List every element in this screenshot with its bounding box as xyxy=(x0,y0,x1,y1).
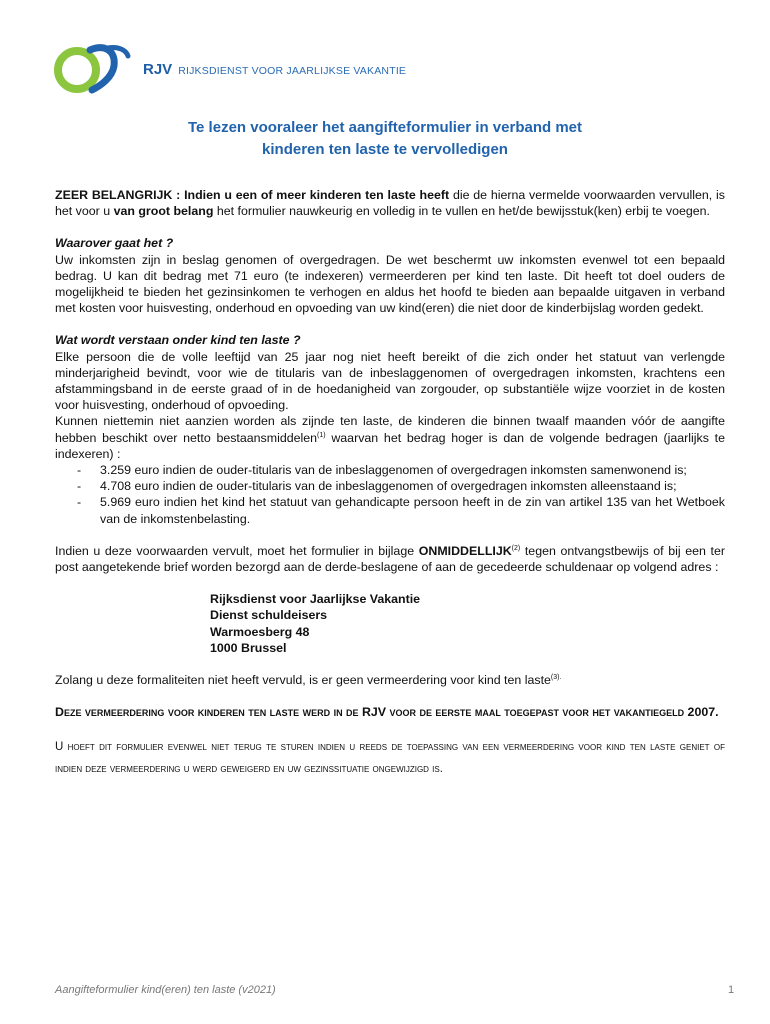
address-line: 1000 Brussel xyxy=(210,640,287,655)
footer-document-name: Aangifteformulier kind(eren) ten laste (v2021) xyxy=(55,984,276,996)
footer-page-number: 1 xyxy=(728,984,735,996)
intro-bold-mid: van groot belang xyxy=(113,204,214,219)
footnote-ref-1: (1) xyxy=(317,431,326,439)
onmiddellijk-emphasis: ONMIDDELLIJK xyxy=(418,543,512,558)
footnote-ref-3: (3). xyxy=(550,674,562,682)
intro-paragraph xyxy=(55,187,725,219)
brand-long: RIJKSDIENST VOOR JAARLIJKSE VAKANTIE xyxy=(178,65,407,77)
page-title xyxy=(80,117,690,161)
amount-list xyxy=(55,462,725,527)
formality-paragraph: Zolang u deze formaliteiten niet heeft vervuld, is er geen vermeerdering voor kind ten laste$^{(3).}$ xyxy=(55,673,562,688)
rjv-logo-icon xyxy=(52,40,132,98)
intro-bold-lead: ZEER BELANGRIJK : Indien u een of meer kinderen ten laste heeft xyxy=(55,188,450,202)
footnote-ref-2: (2) xyxy=(511,544,521,552)
notice-first-application: Deze vermeerdering voor kinderen ten laste werd in de RJV voor de eerste maal toegepast voor het vakantiegeld 2007. xyxy=(55,705,719,720)
title-line-2: kinderen ten laste te vervolledigen xyxy=(262,141,508,158)
address-line: Warmoesberg 48 xyxy=(210,624,310,639)
brand-name xyxy=(143,61,406,78)
section-para-definition: Elke persoon die de volle leeftijd van 25 jaar nog niet heeft bereikt of die zich onder het statuut van verlengde minderjarigheid bevindt, voor wie de titularis van de inbeslaggenomen of overgedragen inkomsten, krachtens een afstammingsband in de eerste graad of in de hoedanigheid van zorgouder, op substantiële wijze voorziet in de kosten voor huisvesting, onderhoud of opvoeding. xyxy=(55,349,725,413)
address-line: Dienst schuldeisers xyxy=(210,608,328,623)
postal-address xyxy=(210,591,725,656)
list-item: - 5.969 euro indien het kind het statuut van gehandicapte persoon heeft in de zin van artikel 135 van het Wetboek van de inkomstenbelasting. xyxy=(77,495,725,526)
intro-text-1: die de hierna vermelde voorwaarden vervullen, is het voor u xyxy=(55,188,725,219)
brand-short: RJV xyxy=(143,61,173,78)
section-heading-waarover: Waarover gaat het ? xyxy=(55,236,174,251)
address-line: Rijksdienst voor Jaarlijkse Vakantie xyxy=(210,592,421,607)
notice-no-return: U hoeft dit formulier evenwel niet terug te sturen indien u reeds de toepassing van een vermeerdering voor kind ten laste geniet of indien deze vermeerdering u werd geweigerd en uw gezinssituatie ongewijzigd is. xyxy=(55,741,725,776)
document-body xyxy=(55,187,725,780)
submission-paragraph: Indien u deze voorwaarden vervult, moet het formulier in bijlage ONMIDDELLIJK$^{(2)}$ tegen ontvangstbewijs of bij een ter post aangetekende brief worden bezorgd aan de derde-beslagene of aan de gecedeerde schuldenaar op volgend adres : xyxy=(55,543,725,575)
intro-text-2: het formulier nauwkeurig en volledig in te vullen en het/de bewijsstuk(ken) erbij te voegen. xyxy=(213,204,710,219)
title-line-1: Te lezen vooraleer het aangifteformulier in verband met xyxy=(188,119,582,136)
section-para-exceptions: Kunnen niettemin niet aanzien worden als zijnde ten laste, de kinderen die binnen twaalf maanden vóór de aangifte hebben beschikt over netto bestaansmiddelen$^{(1)}$ waarvan het bedrag hoger is dan de volgende bedragen (jaarlijks te indexeren) : xyxy=(55,414,725,461)
list-item: - 3.259 euro indien de ouder-titularis van de inbeslaggenomen of overgedragen inkomsten samenwonend is; xyxy=(77,463,687,478)
section-heading-kind-ten-laste: Wat wordt verstaan onder kind ten laste ? xyxy=(55,333,301,348)
list-item: - 4.708 euro indien de ouder-titularis van de inbeslaggenomen of overgedragen inkomsten alleenstaand is; xyxy=(77,479,677,494)
section-text-waarover: Uw inkomsten zijn in beslag genomen of overgedragen. De wet beschermt uw inkomsten evenwel tot een bepaald bedrag. U kan dit bedrag met 71 euro (te indexeren) vermeerderen per kind ten laste. Dit heeft tot doel ouders de mogelijkheid te bieden het gezinsinkomen te verhogen en aldus het hoofd te bieden aan bepaalde uitgaven in verband met kosten voor huisvesting, onderhoud en opvoeding van uw kind(eren) die niet door de kinderbijslag worden gedekt. xyxy=(55,252,725,316)
